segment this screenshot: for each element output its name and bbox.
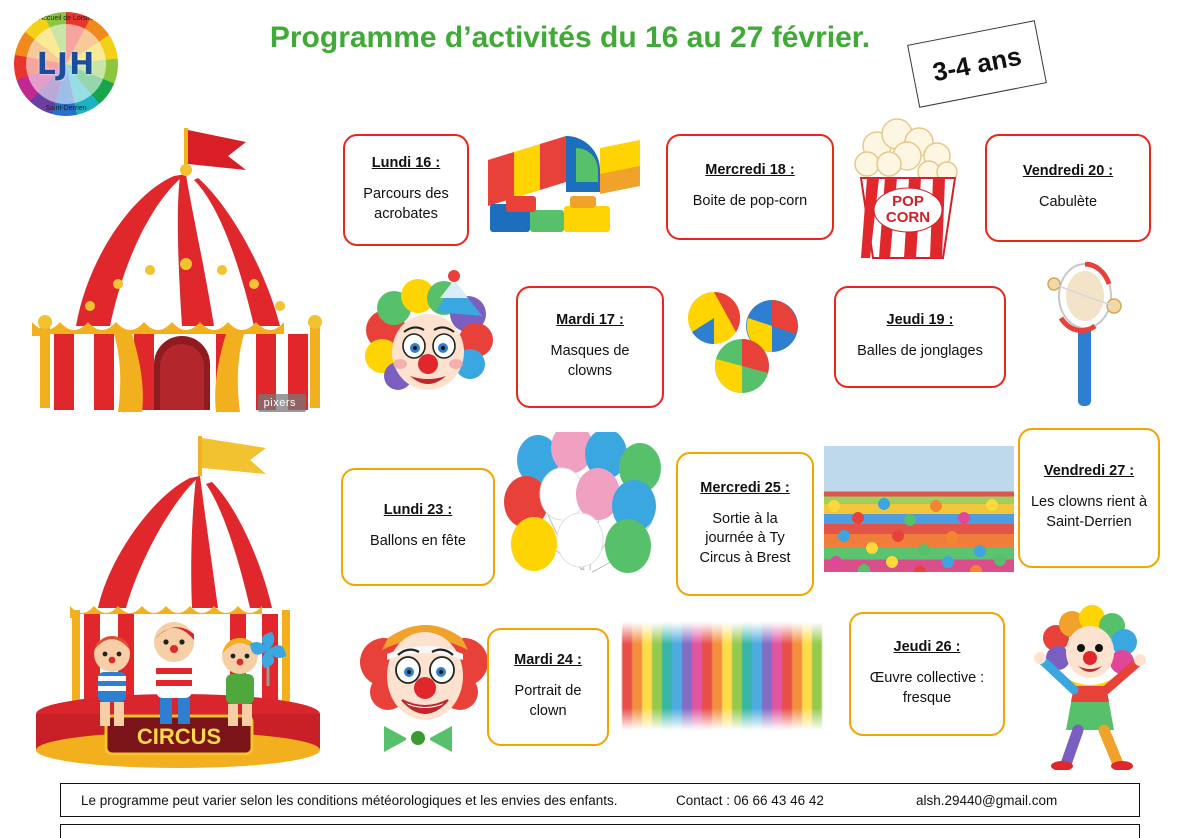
activity-card-vendredi-27[interactable]	[1018, 428, 1160, 568]
activity-day: Lundi 23 :	[383, 502, 453, 519]
activity-label: Masques de clowns	[550, 343, 630, 379]
activity-day: Jeudi 26 :	[893, 639, 961, 656]
activity-card-mardi-17[interactable]	[516, 286, 664, 408]
activity-label: Ballons en fête	[370, 533, 466, 550]
page-title: Programme d’activités du 16 au 27 février.	[269, 21, 871, 54]
rainbow-clown-image	[1032, 600, 1150, 770]
activity-label: Sortie à la journée à Ty Circus à Brest	[699, 510, 791, 566]
activity-card-mercredi-18[interactable]	[666, 134, 834, 240]
activity-day: Lundi 16 :	[371, 155, 441, 172]
circus-stage-image	[14, 428, 324, 768]
footer-email: alsh.29440@gmail.com	[916, 792, 1058, 808]
activity-label: Cabulète	[1038, 194, 1098, 211]
ball-pit-photo	[824, 446, 1014, 572]
activity-day: Vendredi 20 :	[1022, 163, 1114, 180]
activity-label: Œuvre collective : fresque	[869, 670, 985, 706]
svg-text:CORN: CORN	[885, 209, 931, 226]
association-logo	[14, 12, 118, 116]
ball-pit-balls	[824, 496, 1014, 572]
footer-bottom-strip	[60, 824, 1140, 838]
activity-card-jeudi-26[interactable]	[849, 612, 1005, 736]
balloons-image	[500, 432, 680, 592]
fresco-bottom-fade	[622, 708, 822, 730]
age-badge	[907, 20, 1047, 108]
activity-card-vendredi-20[interactable]	[985, 134, 1151, 242]
svg-text:CIRCUS: CIRCUS	[136, 724, 222, 749]
fresco-paint-image	[622, 622, 822, 730]
logo-bottom-text: Saint-Derrien	[45, 105, 87, 112]
fresco-top-fade	[622, 622, 822, 644]
age-badge-label: 3-4 ans	[930, 40, 1024, 87]
svg-text:POP: POP	[892, 193, 924, 210]
activity-card-lundi-23[interactable]	[341, 468, 495, 586]
activity-card-mercredi-25[interactable]	[676, 452, 814, 596]
pixers-watermark: pixers	[258, 394, 306, 412]
popcorn-box-image	[845, 112, 970, 262]
logo-letters: LJH	[36, 46, 96, 82]
activity-day: Mercredi 25 :	[700, 479, 790, 496]
footer-contact: Contact : 06 66 43 46 42	[676, 792, 824, 808]
activity-label: Boite de pop-corn	[692, 193, 808, 210]
footer-bar	[60, 783, 1140, 817]
activity-card-mardi-24[interactable]	[487, 628, 609, 746]
activity-day: Mardi 24 :	[514, 652, 582, 669]
circus-tent-image	[14, 118, 324, 418]
activity-label: Portrait de clown	[514, 683, 582, 719]
juggling-balls-image	[680, 288, 810, 398]
activity-day: Mardi 17 :	[556, 312, 624, 329]
clown-head-image	[358, 268, 508, 418]
activity-day: Mercredi 18 :	[705, 162, 795, 179]
tambourine-image	[1040, 262, 1135, 412]
activity-label: Balles de jonglages	[857, 343, 983, 360]
activity-label: Parcours des acrobates	[363, 186, 449, 222]
activity-label: Les clowns rient à Saint-Derrien	[1030, 494, 1148, 530]
activity-card-lundi-16[interactable]	[343, 134, 469, 246]
activity-day: Vendredi 27 :	[1043, 463, 1135, 480]
clown-face-image	[358, 600, 493, 765]
activity-card-jeudi-19[interactable]	[834, 286, 1006, 388]
activity-day: Jeudi 19 :	[886, 312, 954, 329]
foam-play-blocks-image	[470, 126, 660, 246]
footer-note: Le programme peut varier selon les conditions météorologiques et les envies des enfants.	[81, 792, 618, 808]
logo-top-text: Accueil de Loisirs	[38, 15, 94, 22]
